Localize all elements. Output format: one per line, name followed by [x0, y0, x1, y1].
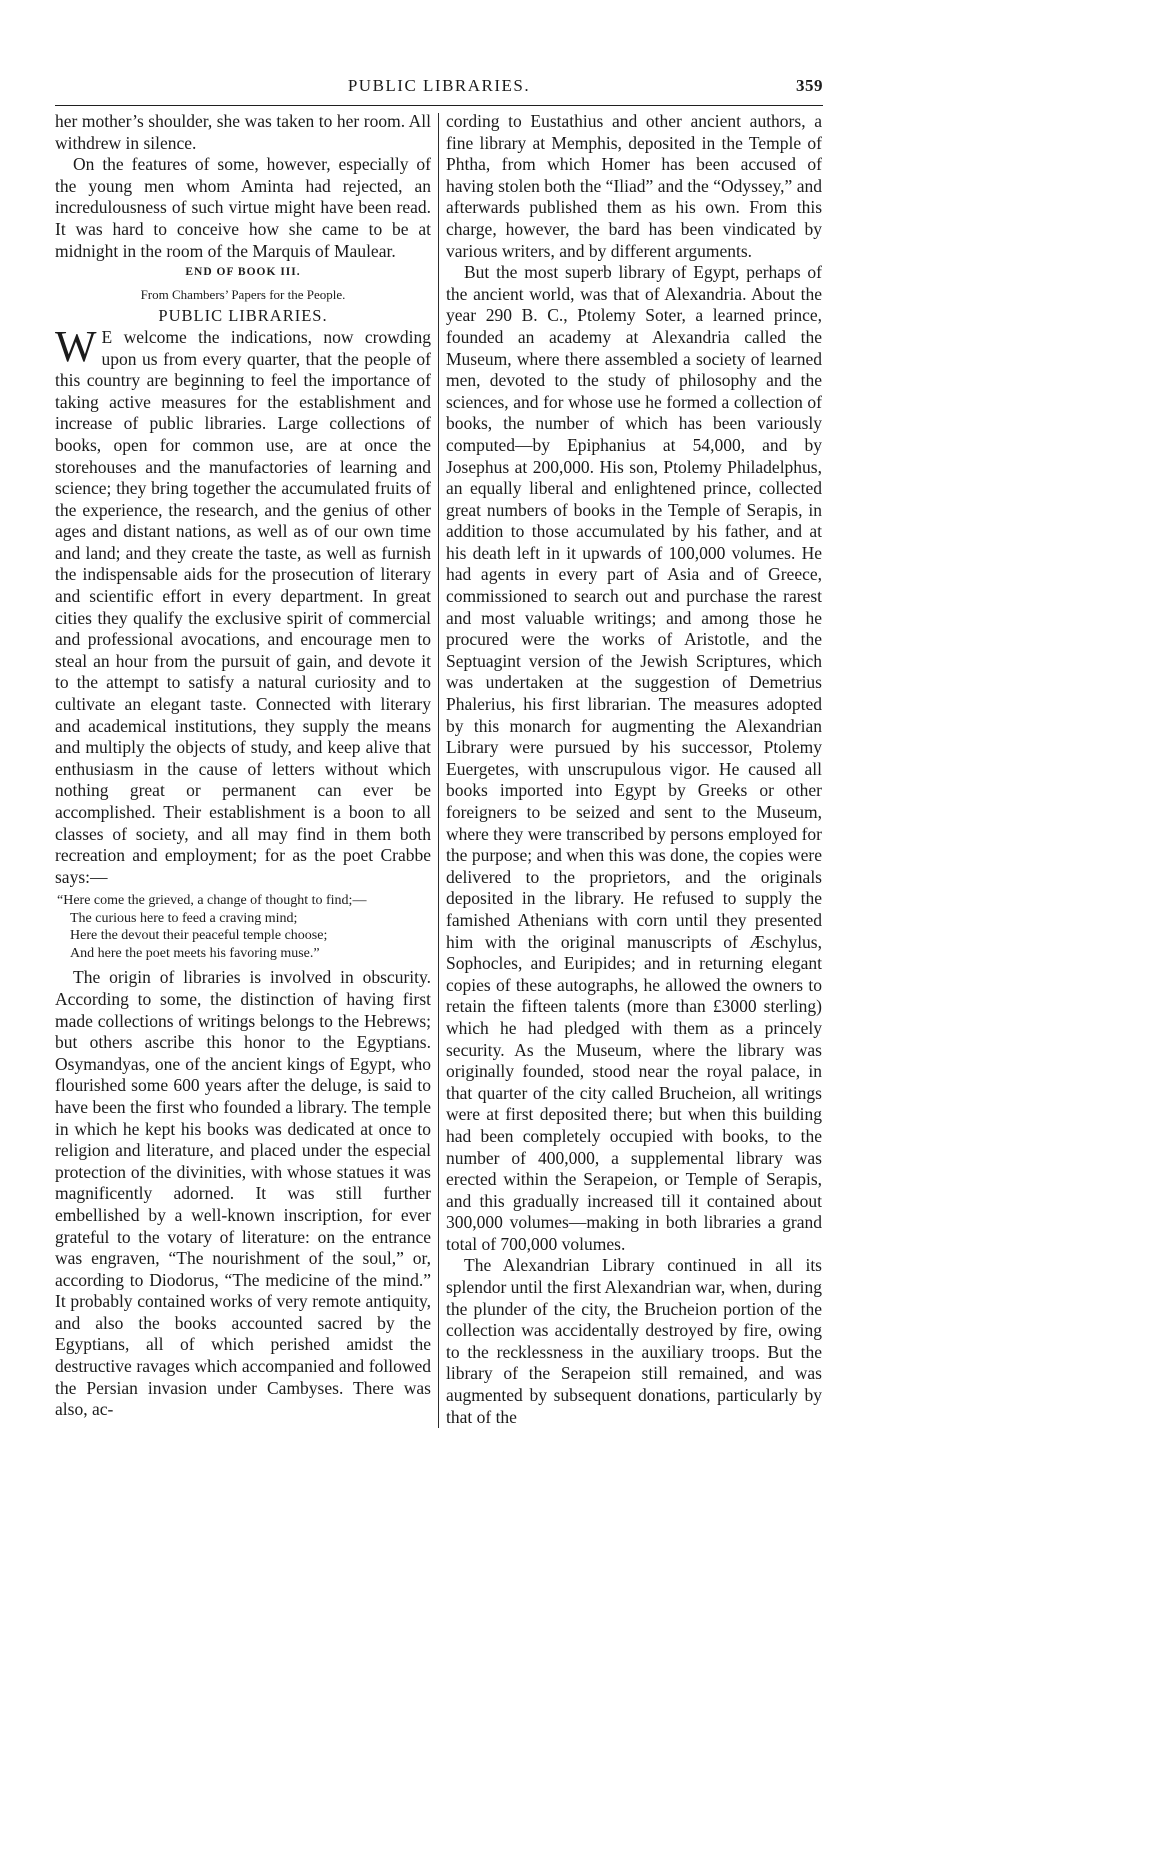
end-of-book-marker: END OF BOOK III. [185, 266, 301, 279]
verse-quote [57, 892, 431, 962]
continuation-paragraph: cording to Eustathius and other ancient authors, a fine library at Memphis, deposited in the Temple of Phtha, from which Homer has been accused of having stolen both the “Iliad” and the “Odyssey,” and afterwards published them as his own. From this charge, however, the bard has been vindicated by various writers, and by different arguments. [446, 111, 822, 261]
drop-cap-letter: W [55, 321, 97, 371]
verse-line: Here the devout their peaceful temple choose; [70, 928, 328, 944]
article-title: PUBLIC LIBRARIES. [158, 306, 328, 326]
source-note: From Chambers’ Papers for the People. [140, 286, 346, 302]
verse-line: The curious here to feed a craving mind; [70, 910, 298, 926]
two-column-body [55, 111, 823, 1428]
alexandria-paragraph: But the most superb library of Egypt, perhaps of the ancient world, was that of Alexandria. About the year 290 B. C., Ptolemy Soter, a learned prince, founded an academy at Alexandria called the Museum, where there assembled a society of learned men, devoted to the study of philosophy and the sciences, and for whose use he formed a collection of books, the number of which has been variously computed—by Epiphanius at 54,000, and by Josephus at 200,000. His son, Ptolemy Philadelphus, an equally liberal and enlightened prince, collected great numbers of books in the Temple of Serapis, in addition to those accumulated by his father, and at his death left in it upwards of 100,000 volumes. He had agents in every part of Asia and of Greece, commissioned to search out and purchase the rarest and most valuable writings; and among those he procured were the works of Aristotle, and the Septuagint version of the Jewish Scriptures, which was undertaken at the suggestion of Demetrius Phalerius, his first librarian. The measures adopted by this monarch for augmenting the Alexandrian Library were pursued by his successor, Ptolemy Euergetes, with unscrupulous vigor. He caused all books imported into Egypt by Greeks or other foreigners to be seized and sent to the Museum, where they were transcribed by persons employed for the purpose; and when this was done, the copies were delivered to the proprietors, and the originals deposited in the library. He refused to supply the famished Athenians with corn until they presented him with the original manuscripts of Æschylus, Sophocles, and Euripides; and in returning elegant copies of these autographs, he allowed the owners to retain the fifteen talents (more than £3000 sterling) which he had pledged with them as a princely security. As the Museum, where the library was originally founded, stood near the royal palace, in that quarter of the city called Brucheion, all writings were at first deposited there; but when this building had been completely occupied with books, to the number of 400,000, a supplemental library was erected within the Serapeion, or Temple of Serapis, and this gradually increased till it contained about 300,000 volumes—making in both libraries a grand total of 700,000 volumes. [446, 262, 822, 1254]
running-title: PUBLIC LIBRARIES. [347, 76, 531, 95]
features-paragraph: On the features of some, however, especially of the young men whom Aminta had rejected, an incredulousness of such virtue might have been read. It was hard to conceive how she came to be at midnight in the room of the Marquis of Maulear. [55, 154, 431, 261]
page-number: 359 [796, 76, 823, 95]
verse-line: And here the poet meets his favoring muse.” [70, 945, 320, 961]
opening-paragraph [55, 321, 431, 888]
alexandrian-war-paragraph: The Alexandrian Library continued in all its splendor until the first Alexandrian war, when, during the plunder of the city, the Brucheion portion of the collection was accidentally destroyed by fire, owing to the recklessness in the auxiliary troops. But the library of the Serapeion still remained, and was augmented by subsequent donations, particularly by that of the [446, 1255, 822, 1427]
origin-paragraph: The origin of libraries is involved in obscurity. According to some, the distinction of having first made collections of writings belongs to the Hebrews; but others ascribe this honor to the Egyptians. Osymandyas, one of the ancient kings of Egypt, who flourished some 600 years after the deluge, is said to have been the first who founded a library. The temple in which he kept his books was dedicated at once to religion and literature, and placed under the especial protection of the divinities, with whose statues it was magnificently adorned. It was still further embellished by a well-known inscription, for ever grateful to the votary of literature: on the entrance was engraven, “The nourishment of the soul,” or, according to Diodorus, “The medicine of the mind.” It probably contained works of very remote antiquity, and also the books accounted sacred by the Egyptians, all of which perished amidst the destructive ravages which accompanied and followed the Persian invasion under Cambyses. There was also, ac- [55, 967, 431, 1420]
column-divider [438, 113, 439, 1428]
page-content [55, 76, 823, 1428]
left-column [55, 111, 431, 1428]
continuation-paragraph: her mother’s shoulder, she was taken to her room. All withdrew in silence. [55, 111, 431, 153]
opening-paragraph-text: E welcome the indications, now crowding upon us from every quarter, that the people of this country are beginning to feel the importance of taking active measures for the establishment and increase of public libraries. Large collections of books, open for common use, are at once the storehouses and the manufactories of learning and science; they bring together the accumulated fruits of the experience, the research, and the genius of other ages and distant nations, as well as of our own time and land; and they create the taste, as well as furnish the indispensable aids for the prosecution of literary and scientific effort in every department. In great cities they qualify the exclusive spirit of commercial and professional avocations, and encourage men to steal an hour from the pursuit of gain, and devote it to the attempt to satisfy a natural curiosity and to cultivate an elegant taste. Connected with literary and academical institutions, they supply the means and multiply the objects of study, and keep alive that enthusiasm in the cause of letters without which nothing great or permanent can ever be accomplished. Their establishment is a boon to all classes of society, and all may find in them both recreation and employment; for as the poet Crabbe says:— [55, 326, 431, 887]
right-column [446, 111, 822, 1428]
verse-line: “Here come the grieved, a change of thought to find;— [57, 893, 367, 909]
running-head [55, 76, 823, 106]
